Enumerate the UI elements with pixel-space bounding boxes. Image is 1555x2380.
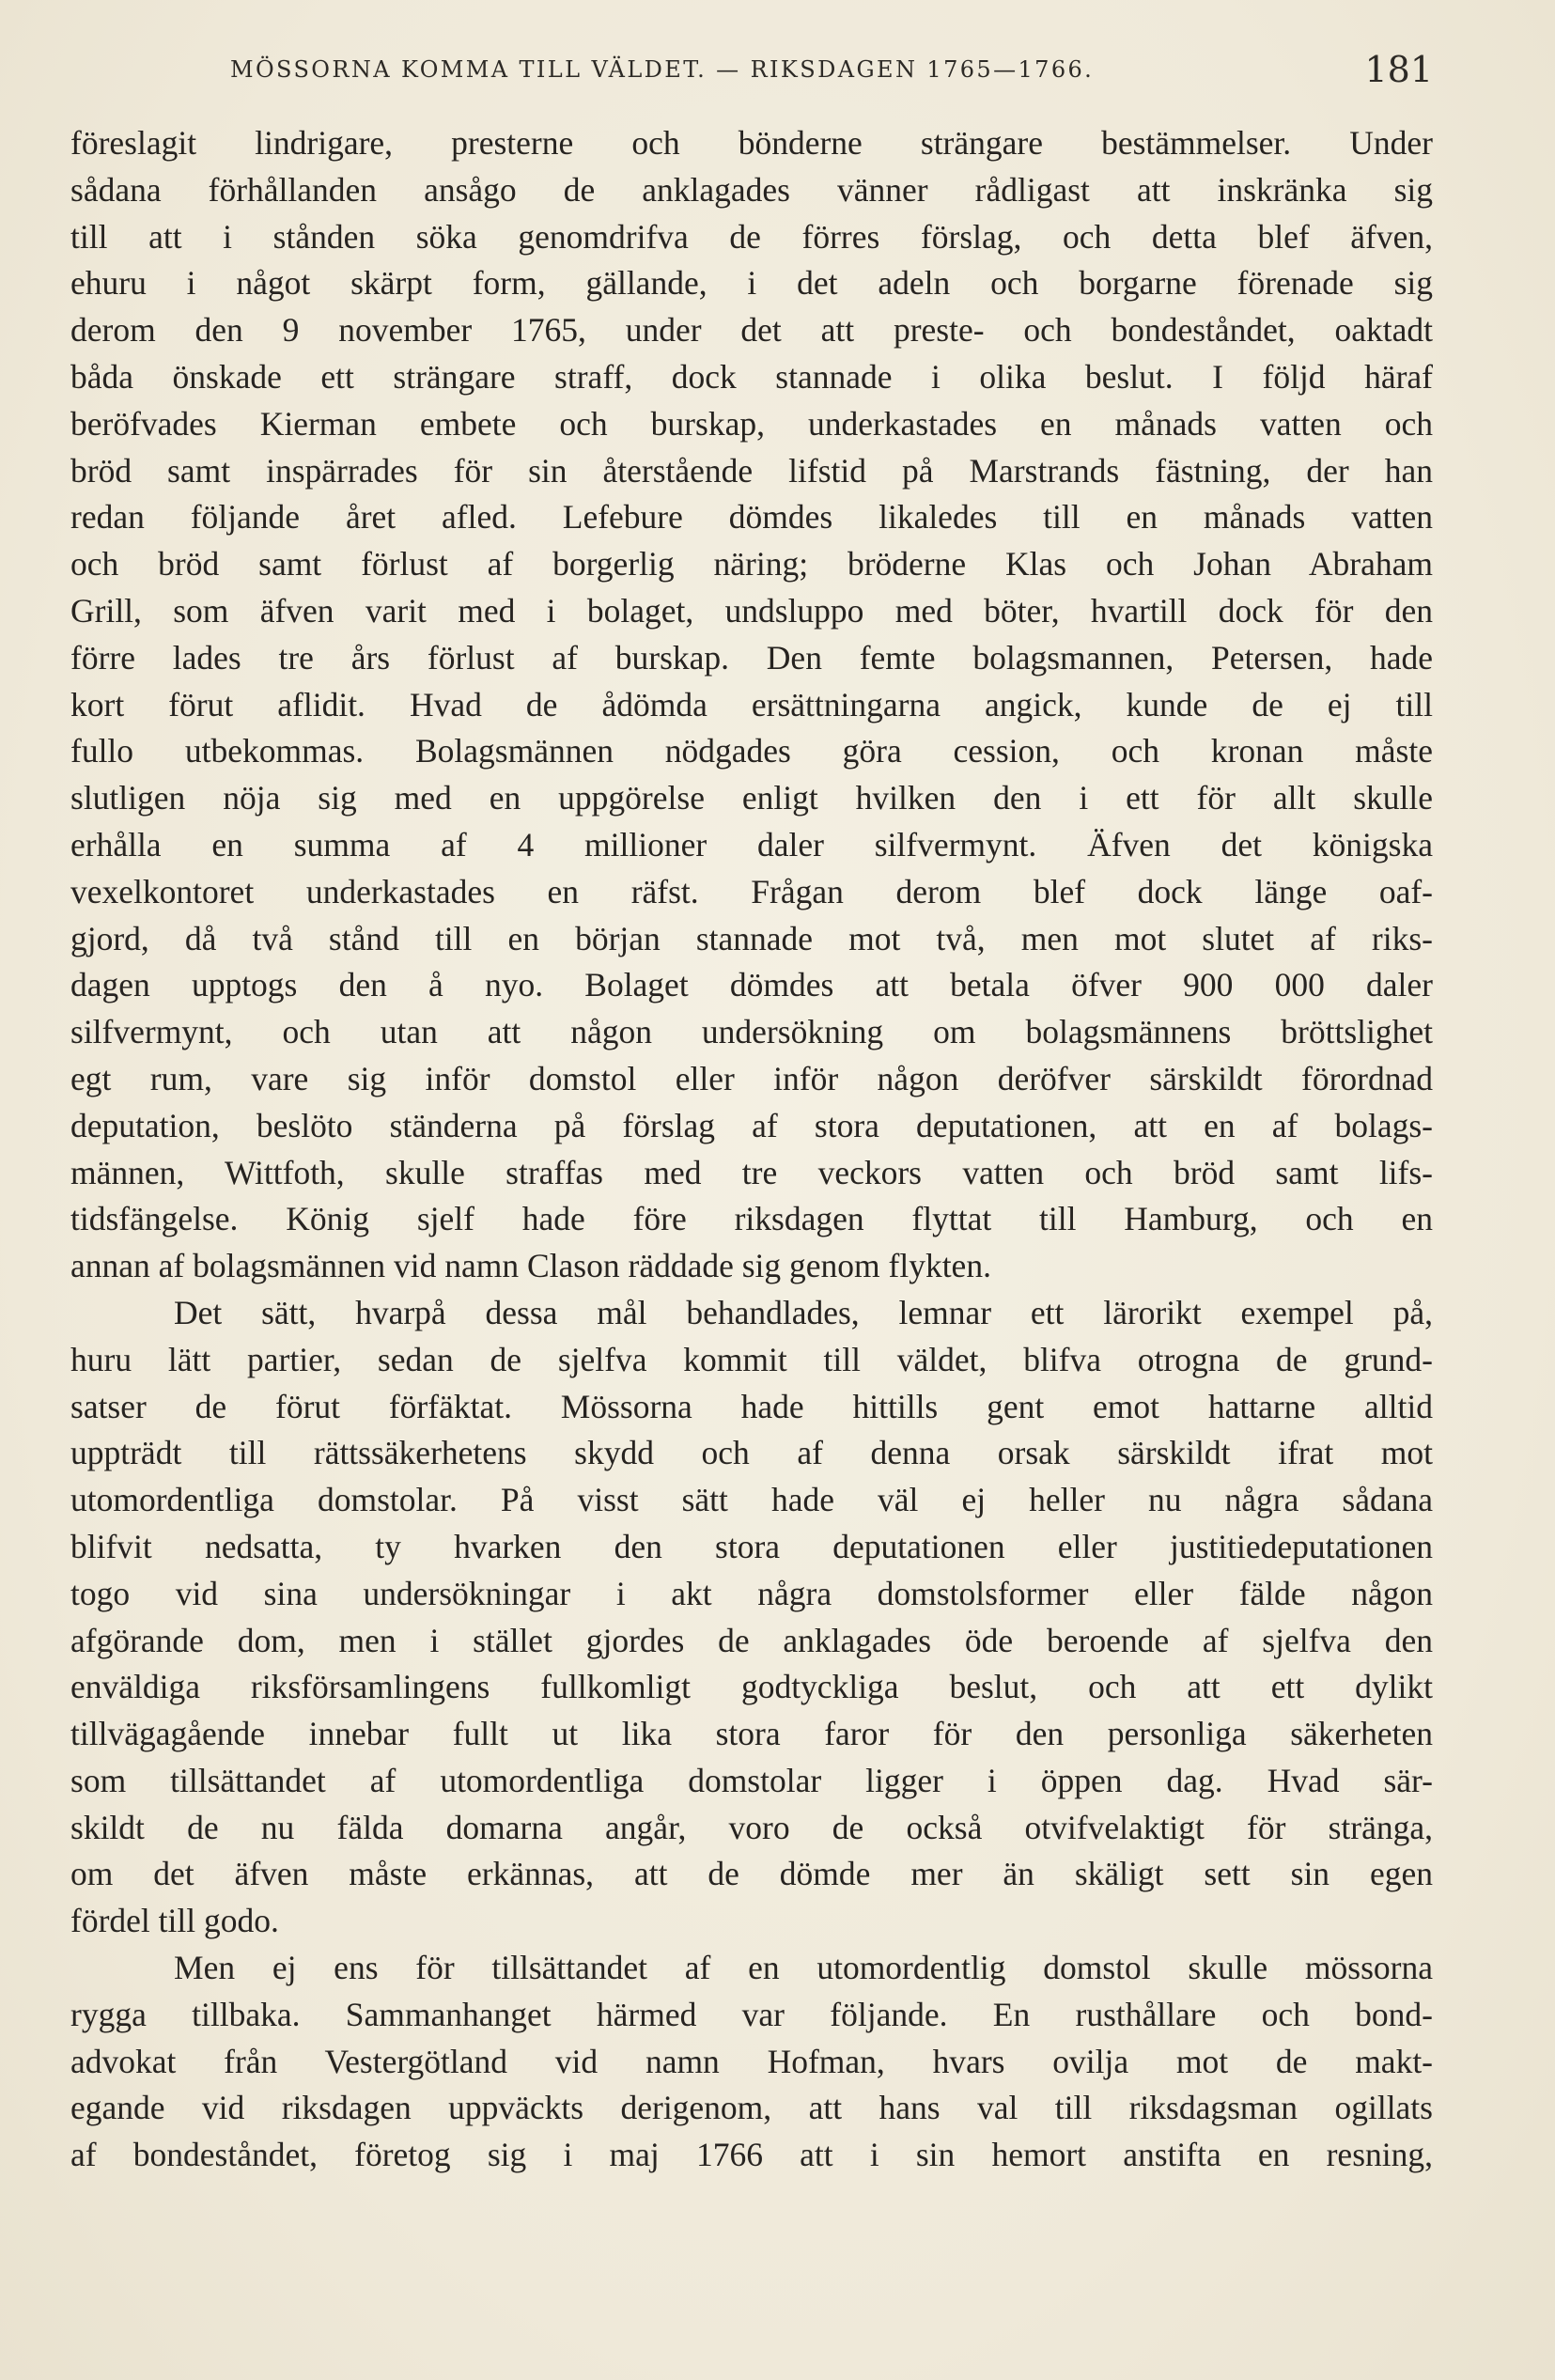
text-line: gjord, då två stånd till en början stannade mot två, men mot slutet af riks- bbox=[70, 919, 1433, 957]
text-line: togo vid sina undersökningar i akt några domstolsformer eller fälde någon bbox=[70, 1574, 1433, 1612]
text-line: männen, Wittfoth, skulle straffas med tre veckors vatten och bröd samt lifs- bbox=[70, 1153, 1433, 1191]
text-line: Det sätt, hvarpå dessa mål behandlades, lemnar ett lärorikt exempel på, bbox=[174, 1293, 1433, 1331]
text-line: Men ej ens för tillsättandet af en utomordentlig domstol skulle mössorna bbox=[174, 1949, 1433, 1987]
page-number: 181 bbox=[1364, 49, 1433, 90]
text-line: redan följande året afled. Lefebure dömdes likaledes till en månads vatten bbox=[70, 498, 1433, 537]
text-line: båda önskade ett strängare straff, dock stannade i olika beslut. I följd häraf bbox=[70, 357, 1433, 396]
text-line: derom den 9 november 1765, under det att preste- och bondeståndet, oaktadt bbox=[70, 311, 1433, 350]
text-line: dagen upptogs den å nyo. Bolaget dömdes att betala öfver 900 000 daler bbox=[70, 966, 1433, 1004]
text-line: fullo utbekommas. Bolagsmännen nödgades göra cession, och kronan måste bbox=[70, 732, 1433, 770]
running-head bbox=[70, 49, 1433, 96]
text-line: egt rum, vare sig inför domstol eller inför någon deröfver särskildt förordnad bbox=[70, 1059, 1433, 1097]
text-line: fördel till godo. bbox=[70, 1902, 279, 1940]
body-text bbox=[70, 120, 1433, 2179]
text-line: bröd samt inspärrades för sin återstående lifstid på Marstrands fästning, der han bbox=[70, 451, 1433, 490]
text-line: deputation, beslöto ständerna på förslag af stora deputationen, att en af bolags- bbox=[70, 1106, 1433, 1144]
text-line: och bröd samt förlust af borgerlig näring; bröderne Klas och Johan Abraham bbox=[70, 545, 1433, 583]
text-line: utomordentliga domstolar. På visst sätt hade väl ej heller nu några sådana bbox=[70, 1481, 1433, 1519]
text-line: afgörande dom, men i stället gjordes de anklagades öde beroende af sjelfva den bbox=[70, 1621, 1433, 1659]
text-line: huru lätt partier, sedan de sjelfva kommit till väldet, blifva otrogna de grund- bbox=[70, 1340, 1433, 1378]
text-line: tillvägagående innebar fullt ut lika stora faror för den personliga säkerheten bbox=[70, 1715, 1433, 1753]
text-line: af bondeståndet, företog sig i maj 1766 att i sin hemort anstifta en resning, bbox=[70, 2136, 1433, 2174]
text-line: blifvit nedsatta, ty hvarken den stora deputationen eller justitiedeputationen bbox=[70, 1527, 1433, 1565]
text-line: erhålla en summa af 4 millioner daler silfvermynt. Äfven det königska bbox=[70, 825, 1433, 863]
text-line: rygga tillbaka. Sammanhanget härmed var följande. En rusthållare och bond- bbox=[70, 1995, 1433, 2033]
text-line: tidsfängelse. König sjelf hade före riksdagen flyttat till Hamburg, och en bbox=[70, 1200, 1433, 1238]
text-line: beröfvades Kierman embete och burskap, underkastades en månads vatten och bbox=[70, 404, 1433, 443]
text-line: enväldiga riksförsamlingens fullkomligt godtyckliga beslut, och att ett dylikt bbox=[70, 1668, 1433, 1706]
text-line: satser de förut förfäktat. Mössorna hade hittills gent emot hattarne alltid bbox=[70, 1387, 1433, 1425]
running-title: MÖSSORNA KOMMA TILL VÄLDET. — RIKSDAGEN 1765—1766. bbox=[230, 56, 1095, 83]
text-line: egande vid riksdagen uppväckts derigenom, att hans val till riksdagsman ogillats bbox=[70, 2089, 1433, 2127]
text-line: annan af bolagsmännen vid namn Clason räddade sig genom flykten. bbox=[70, 1247, 991, 1285]
text-line: Grill, som äfven varit med i bolaget, undsluppo med böter, hvartill dock för den bbox=[70, 591, 1433, 630]
text-line: skildt de nu fälda domarna angår, voro de också otvifvelaktigt för stränga, bbox=[70, 1808, 1433, 1846]
text-line: kort förut aflidit. Hvad de ådömda ersättningarna angick, kunde de ej till bbox=[70, 685, 1433, 723]
text-line: advokat från Vestergötland vid namn Hofman, hvars ovilja mot de makt- bbox=[70, 2042, 1433, 2080]
text-line: uppträdt till rättssäkerhetens skydd och af denna orsak särskildt ifrat mot bbox=[70, 1434, 1433, 1472]
text-line: ehuru i något skärpt form, gällande, i det adeln och borgarne förenade sig bbox=[70, 264, 1433, 303]
text-line: silfvermynt, och utan att någon undersökning om bolagsmännens bröttslighet bbox=[70, 1013, 1433, 1051]
text-line: föreslagit lindrigare, presterne och bönderne strängare bestämmelser. Under bbox=[70, 124, 1433, 162]
text-line: sådana förhållanden ansågo de anklagades vänner rådligast att inskränka sig bbox=[70, 170, 1433, 209]
text-line: förre lades tre års förlust af burskap. Den femte bolagsmannen, Petersen, hade bbox=[70, 638, 1433, 677]
text-line: som tillsättandet af utomordentliga domstolar ligger i öppen dag. Hvad sär- bbox=[70, 1761, 1433, 1799]
text-line: till att i stånden söka genomdrifva de förres förslag, och detta blef äfven, bbox=[70, 217, 1433, 256]
text-line: om det äfven måste erkännas, att de dömde mer än skäligt sett sin egen bbox=[70, 1855, 1433, 1893]
text-line: slutligen nöja sig med en uppgörelse enligt hvilken den i ett för allt skulle bbox=[70, 779, 1433, 817]
text-line: vexelkontoret underkastades en räfst. Frågan derom blef dock länge oaf- bbox=[70, 872, 1433, 910]
